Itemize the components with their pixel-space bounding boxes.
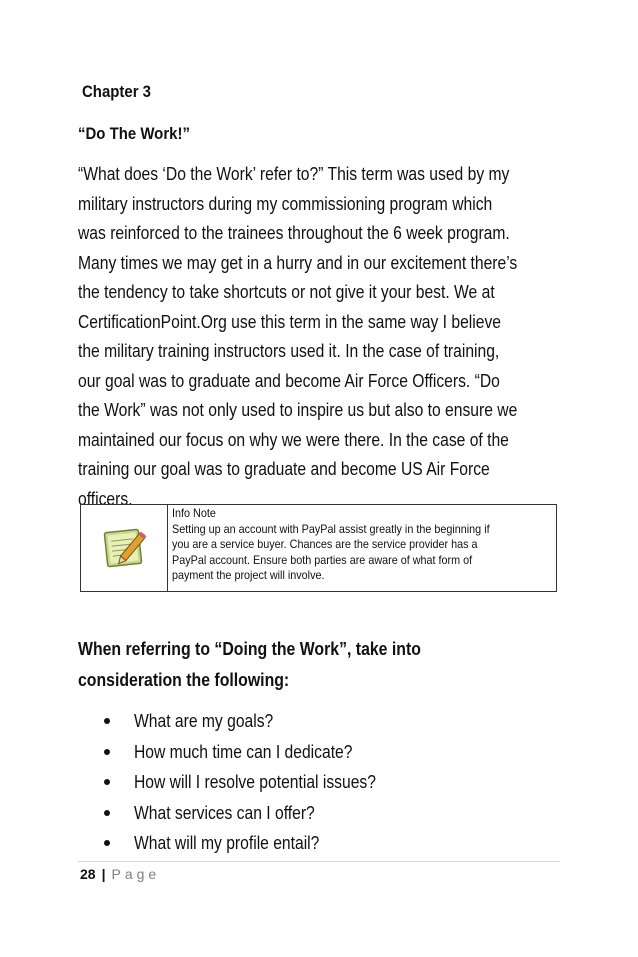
bullet-icon (104, 779, 110, 785)
section-heading (78, 634, 571, 696)
body-line: was reinforced to the trainees throughout the 6 week program. (78, 223, 510, 243)
list-item-text: How will I resolve potential issues? (134, 772, 376, 792)
bullet-icon (104, 810, 110, 816)
info-note-line: Setting up an account with PayPal assist greatly in the beginning if (172, 521, 490, 536)
info-note-line: payment the project will involve. (172, 568, 325, 582)
list-item (104, 706, 412, 737)
page-number: 28 (80, 866, 96, 882)
bullet-list (104, 706, 412, 859)
info-note-line: PayPal account. Ensure both parties are aware of what form of (172, 552, 473, 567)
body-paragraph (78, 160, 548, 514)
notepad-pencil-icon (100, 527, 148, 569)
body-line: the military training instructors used it. In the case of training, (78, 341, 500, 361)
body-line: CertificationPoint.Org use this term in the same way I believe (78, 311, 502, 332)
body-line: “What does ‘Do the Work’ refer to?” This term was used by my (78, 164, 510, 184)
list-item (104, 767, 412, 798)
body-line: the tendency to take shortcuts or not give it your best. We at (78, 282, 495, 302)
body-line: officers. (78, 488, 133, 509)
body-line: Many times we may get in a hurry and in our excitement there’s (78, 252, 518, 273)
info-note-icon-cell (81, 505, 168, 591)
body-line: maintained our focus on why we were there. In the case of the (78, 429, 509, 450)
info-note-box (80, 504, 557, 592)
chapter-title: “Do The Work!” (78, 124, 190, 143)
info-note-line: you are a service buyer. Chances are the service provider has a (172, 537, 478, 551)
list-item (104, 828, 412, 859)
chapter-label: Chapter 3 (82, 82, 152, 101)
list-item-text: What are my goals? (134, 711, 274, 731)
list-item-text: How much time can I dedicate? (134, 741, 353, 762)
body-line: our goal was to graduate and become Air Force Officers. “Do (78, 370, 500, 391)
list-item (104, 798, 412, 829)
page-footer (80, 866, 160, 882)
list-item-text: What will my profile entail? (134, 833, 320, 853)
footer-divider (78, 861, 560, 862)
body-line: training our goal was to graduate and become US Air Force (78, 459, 490, 479)
list-item-text: What services can I offer? (134, 802, 315, 823)
footer-separator: | (101, 866, 106, 882)
body-line: military instructors during my commissioning program which (78, 193, 493, 214)
section-heading-line: When referring to “Doing the Work”, take into (78, 639, 421, 659)
body-line: the Work” was not only used to inspire us but also to ensure we (78, 400, 518, 420)
section-heading-line: consideration the following: (78, 670, 290, 690)
bullet-icon (104, 840, 110, 846)
bullet-icon (104, 718, 110, 724)
page-word: Page (111, 866, 161, 882)
info-note-text (168, 505, 556, 591)
bullet-icon (104, 749, 110, 755)
list-item (104, 737, 412, 768)
info-note-title: Info Note (172, 506, 216, 520)
